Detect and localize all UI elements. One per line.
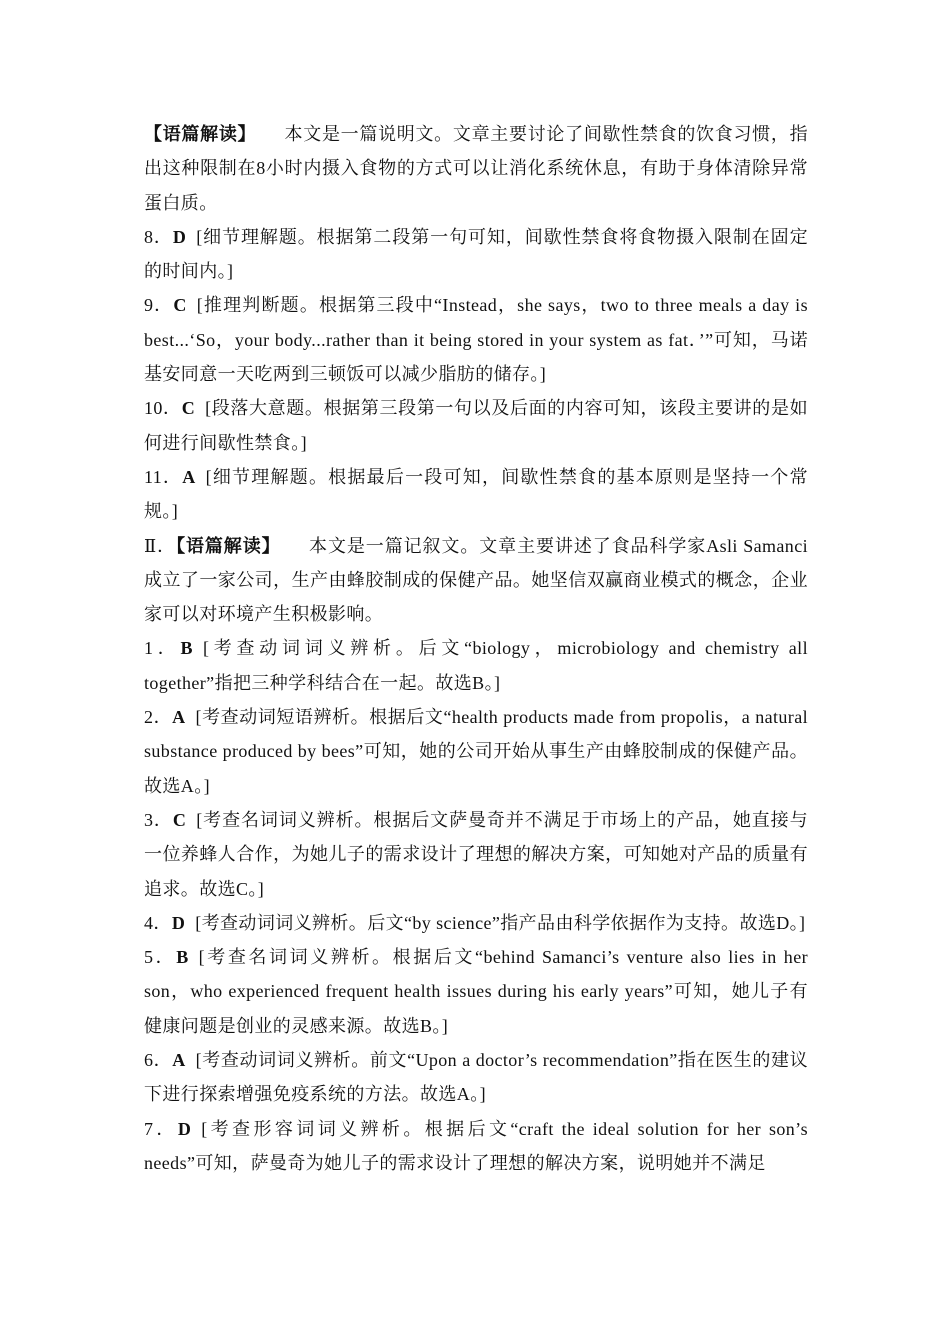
answer-number: 7． <box>144 1118 178 1139</box>
answer-explanation: [考查动词词义辨析。前文“Upon a doctor’s recommendation”指在医生的建议下进行探索增强免疫系统的方法。故选A。] <box>144 1050 808 1105</box>
answer-item <box>144 1112 808 1181</box>
answer-letter: A <box>172 707 186 728</box>
answer-number: 3． <box>144 809 173 830</box>
answer-number: 6． <box>144 1050 173 1071</box>
answer-letter: D <box>172 226 187 247</box>
answer-letter: C <box>173 295 187 316</box>
answer-explanation: [考查动词短语辨析。根据后文“health products made from propolis，a natural substance produced by bees”可知，她的公司开始从事生产由蜂胶制成的保健产品。故选A。] <box>144 707 808 796</box>
answer-letter: B <box>180 638 193 659</box>
answer-letter: A <box>172 1050 186 1071</box>
answer-explanation: [段落大意题。根据第三段第一句以及后面的内容可知，该段主要讲的是如何进行间歇性禁食。] <box>144 398 808 453</box>
answer-number: 11． <box>144 466 183 487</box>
intro-heading: 【语篇解读】 <box>144 124 257 144</box>
answer-number: 5． <box>144 947 177 968</box>
answer-number: 9． <box>144 295 174 316</box>
answer-item <box>144 700 808 803</box>
answer-explanation: [考查动词词义辨析。后文“biology，microbiology and chemistry all together”指把三种学科结合在一起。故选B。] <box>144 638 808 693</box>
answer-explanation: [考查名词词义辨析。根据后文萨曼奇并不满足于市场上的产品，她直接与一位养蜂人合作，为她儿子的需求设计了理想的解决方案，可知她对产品的质量有追求。故选C。] <box>144 809 808 899</box>
answer-item <box>144 940 808 1043</box>
answer-item <box>144 460 808 529</box>
answer-item <box>144 391 808 460</box>
answer-number: 1． <box>144 638 181 659</box>
answer-letter: C <box>181 398 196 419</box>
answer-explanation: [考查动词词义辨析。后文“by science”指产品由科学依据作为支持。故选D。] <box>195 912 806 933</box>
answer-item <box>144 631 808 700</box>
answer-item <box>144 220 808 289</box>
intro-paragraph <box>144 117 808 220</box>
answer-item <box>144 288 808 391</box>
section2-text: 本文是一篇记叙文。文章主要讲述了食品科学家Asli Samanci成立了一家公司，生产由蜂胶制成的保健产品。她坚信双赢商业模式的概念，企业家可以对环境产生积极影响。 <box>144 535 808 625</box>
section2-paragraph <box>144 529 808 632</box>
answer-number: 8． <box>144 226 173 247</box>
answer-explanation: [细节理解题。根据最后一段可知，间歇性禁食的基本原则是坚持一个常规。] <box>144 466 808 522</box>
answer-explanation: [细节理解题。根据第二段第一句可知，间歇性禁食将食物摄入限制在固定的时间内。] <box>144 226 808 282</box>
answer-explanation: [考查形容词词义辨析。根据后文“craft the ideal solution for her son’s needs”可知，萨曼奇为她儿子的需求设计了理想的解决方案，说明她并不满足 <box>144 1118 808 1173</box>
answer-letter: D <box>171 912 186 933</box>
answer-item <box>144 803 808 906</box>
intro-text: 本文是一篇说明文。文章主要讨论了间歇性禁食的饮食习惯，指出这种限制在8小时内摄入食物的方式可以让消化系统休息，有助于身体清除异常蛋白质。 <box>144 124 808 213</box>
answer-item <box>144 906 808 940</box>
document-page <box>144 117 808 1180</box>
section2-roman: Ⅱ． <box>144 535 177 556</box>
answer-letter: D <box>177 1118 192 1139</box>
answer-letter: A <box>182 466 196 487</box>
answer-number: 10． <box>144 398 182 419</box>
section2-heading: 【语篇解读】 <box>176 535 281 556</box>
answer-letter: B <box>176 947 189 968</box>
answer-number: 4． <box>144 912 172 933</box>
answer-explanation: [考查名词词义辨析。根据后文“behind Samanci’s venture also lies in her son，who experienced frequent health issues during his early years”可知，她儿子有健康问题是创业的灵感来源。故选B。] <box>144 947 808 1036</box>
answer-number: 2． <box>144 707 173 728</box>
answer-letter: C <box>172 809 187 830</box>
answer-explanation: [推理判断题。根据第三段中“Instead，she says，two to three meals a day is best...‘So，your body...rather than it being stored in your system as fat．’”可知，马诺基安同意一天吃两到三顿饭可以减少脂肪的储存。] <box>144 295 808 385</box>
answer-item <box>144 1043 808 1112</box>
